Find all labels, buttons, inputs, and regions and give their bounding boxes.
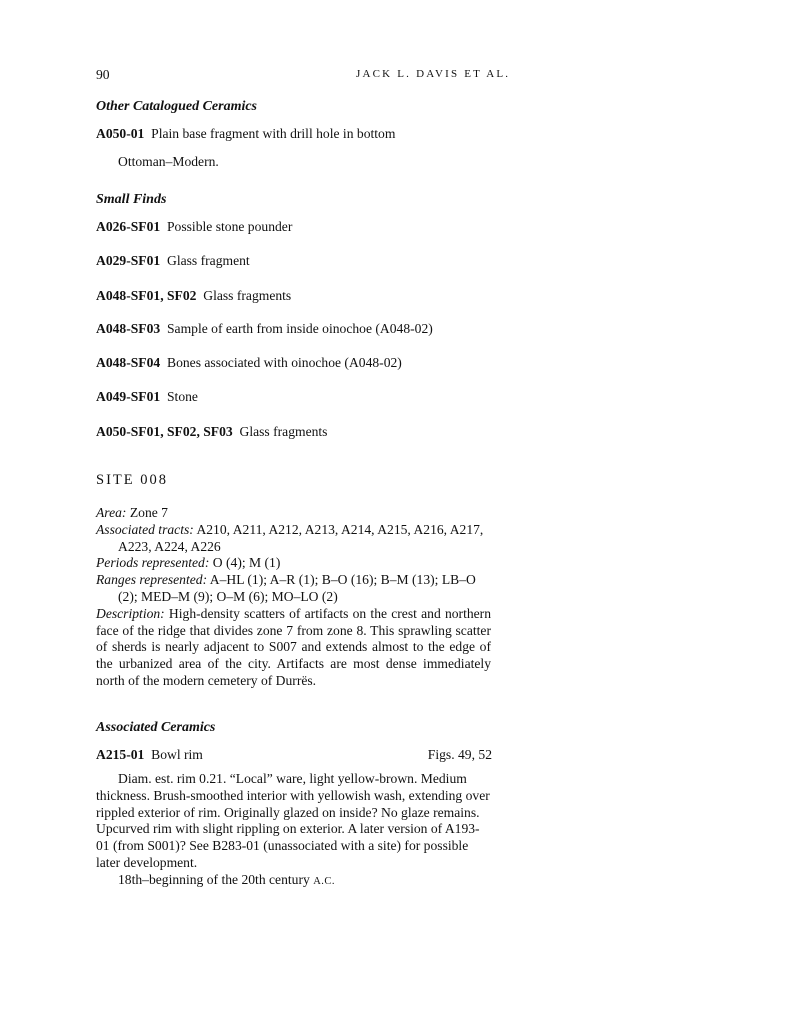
small-find-desc: Sample of earth from inside oinochoe (A048-02) <box>167 321 433 336</box>
other-ceramics-heading: Other Catalogued Ceramics <box>96 99 258 114</box>
small-find-id: A048-SF01, SF02 <box>96 288 197 303</box>
small-find-desc: Bones associated with oinochoe (A048-02) <box>167 355 402 370</box>
catalog-date: Ottoman–Modern. <box>118 154 219 169</box>
small-find-desc: Glass fragments <box>239 424 328 439</box>
small-find-id: A048-SF03 <box>96 321 161 336</box>
catalog-desc: Bowl rim <box>151 747 203 762</box>
site-periods <box>96 555 491 572</box>
small-find-desc: Glass fragments <box>203 288 292 303</box>
field-value: A–HL (1); A–R (1); B–O (16); B–M (13); LB–O (2); MED–M (9); O–M (6); MO–LO (2) <box>118 572 476 604</box>
small-find-item <box>96 388 198 405</box>
field-label: Description: <box>96 605 165 621</box>
site-description <box>96 606 491 690</box>
small-find-desc: Glass fragment <box>167 253 250 268</box>
site-ranges <box>96 572 491 606</box>
catalog-desc: Plain base fragment with drill hole in bottom <box>151 126 396 141</box>
catalog-entry <box>96 746 203 763</box>
era-label: A.C. <box>313 875 336 887</box>
field-label: Periods represented: <box>96 555 210 571</box>
small-find-id: A048-SF04 <box>96 355 161 370</box>
site-metadata <box>96 505 491 690</box>
field-value: A210, A211, A212, A213, A214, A215, A216, A217, A223, A224, A226 <box>118 521 484 554</box>
site-title: SITE 008 <box>96 472 168 488</box>
site-tracts <box>96 522 491 556</box>
small-find-item <box>96 423 327 440</box>
associated-ceramics-heading: Associated Ceramics <box>96 720 216 735</box>
field-value: High-density scatters of artifacts on the crest and northern face of the ridge that divides zone 7 from zone 8. This sprawling scatter of sherds is nearly adjacent to S007 and extends almost to the edge of the urbanized area of the city. Artifacts are most dense immediately north of the modern cemetery of Durrës. <box>96 605 491 688</box>
small-finds-heading: Small Finds <box>96 192 167 207</box>
small-find-item <box>96 320 433 337</box>
small-find-desc: Possible stone pounder <box>167 219 293 234</box>
small-find-item <box>96 287 291 304</box>
small-find-item <box>96 354 402 371</box>
catalog-entry <box>96 125 395 142</box>
catalog-body <box>96 771 491 891</box>
field-label: Ranges represented: <box>96 572 208 588</box>
field-label: Area: <box>96 505 127 520</box>
field-value: Zone 7 <box>126 505 168 520</box>
small-find-id: A029-SF01 <box>96 253 161 268</box>
running-head: JACK L. DAVIS ET AL. <box>356 68 511 80</box>
date-text: 18th–beginning of the 20th century <box>118 871 314 887</box>
small-find-id: A050-SF01, SF02, SF03 <box>96 424 233 439</box>
page-number: 90 <box>96 67 110 82</box>
catalog-description: Diam. est. rim 0.21. “Local” ware, light yellow-brown. Medium thickness. Brush-smoothed interior with yellowish wash, extending over rippled exterior of rim. Originally glazed on inside? No glaze remains. Upcurved rim with slight rippling on exterior. A later version of A193-01 (from S001)? See B283-01 (unassociated with a site) for possible later development. <box>96 771 490 870</box>
figure-reference: Figs. 49, 52 <box>427 747 492 762</box>
field-label: Associated tracts: <box>96 521 194 537</box>
small-find-item <box>96 218 292 235</box>
catalog-id: A215-01 <box>96 747 145 762</box>
field-value: O (4); M (1) <box>209 555 281 571</box>
small-find-id: A049-SF01 <box>96 389 161 404</box>
site-area <box>96 505 491 522</box>
small-find-id: A026-SF01 <box>96 219 161 234</box>
small-find-item <box>96 252 250 269</box>
small-find-desc: Stone <box>167 389 198 404</box>
catalog-date <box>96 872 491 891</box>
catalog-id: A050-01 <box>96 126 145 141</box>
